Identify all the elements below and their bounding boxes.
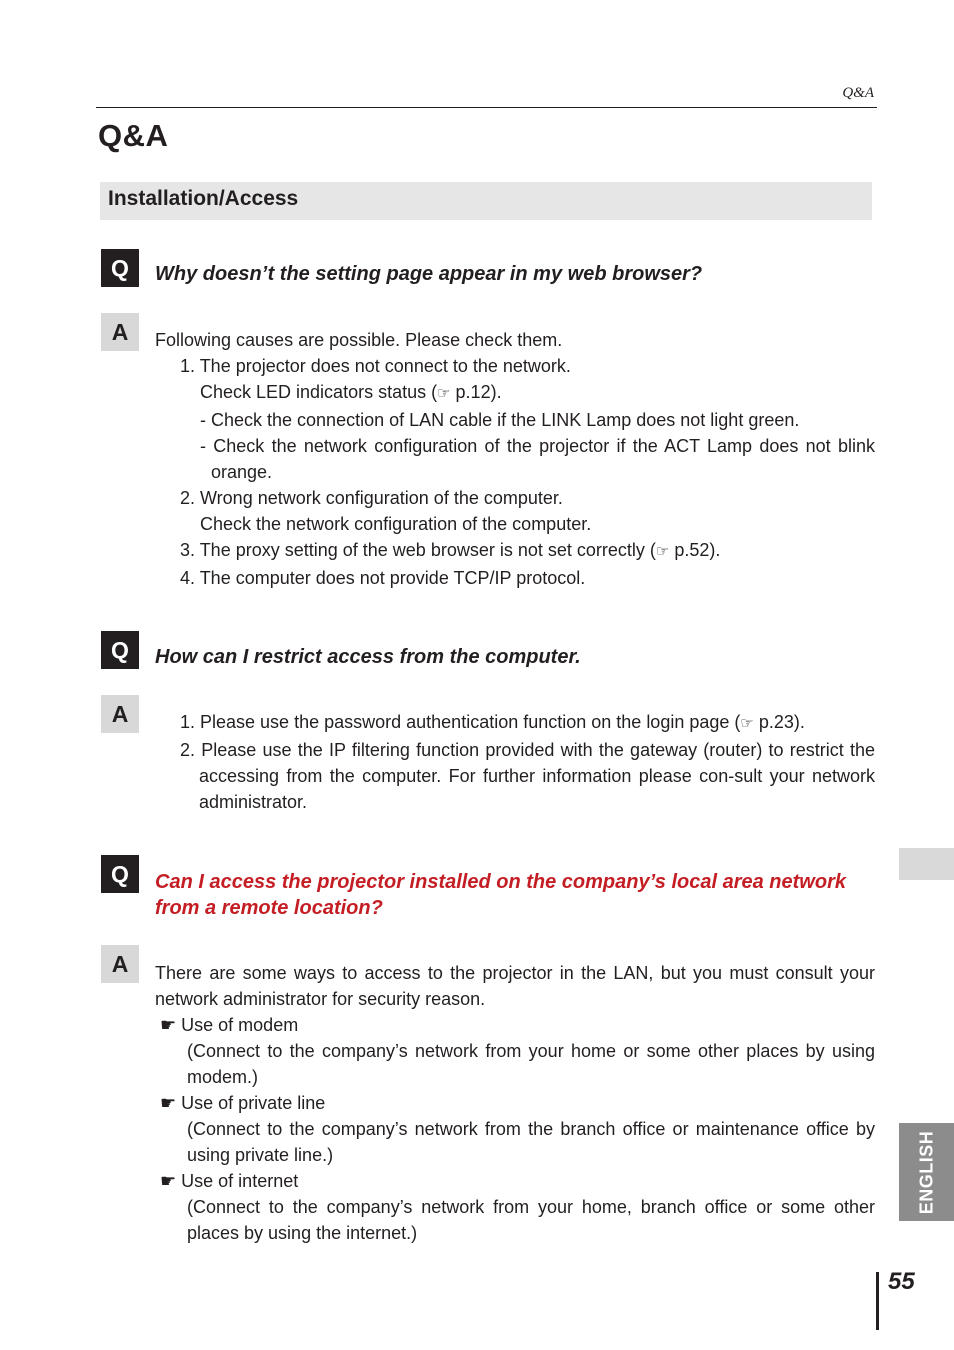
answer-item: 2. Wrong network configuration of the computer. (180, 488, 563, 508)
reference-icon: ☞ (655, 543, 670, 560)
question-1: Why doesn’t the setting page appear in my web browser? (155, 263, 703, 285)
pointing-hand-icon: ☛ (160, 1015, 177, 1035)
answer-item: 1. Please use the password authentication function on the login page (☞ p.23). (180, 712, 805, 732)
answer-intro: There are some ways to access to the projector in the LAN, but you must consult your network administrator for security reason. (155, 963, 875, 1009)
question-badge: Q (101, 631, 139, 669)
list-item-detail: (Connect to the company’s network from your home, branch office or some other places by using the internet.) (187, 1197, 875, 1243)
answer-intro: Following causes are possible. Please check them. (155, 330, 563, 350)
answer-item: 3. The proxy setting of the web browser is not set correctly (☞ p.52). (180, 540, 721, 560)
list-item-detail: (Connect to the company’s network from your home or some other places by using modem.) (187, 1041, 875, 1087)
question-badge: Q (101, 249, 139, 287)
pointing-hand-icon: ☛ (160, 1093, 177, 1113)
answer-item: Check LED indicators status (☞ p.12). (200, 382, 502, 402)
answer-badge: A (101, 313, 139, 351)
answer-item: 2. Please use the IP filtering function provided with the gateway (router) to restrict the accessing from the computer. For further information please con-sult your network administrator. (180, 740, 875, 812)
answer-item: 4. The computer does not provide TCP/IP protocol. (180, 568, 586, 588)
header-rule (96, 107, 877, 108)
answer-2 (155, 709, 875, 815)
list-item: ☛ Use of modem (160, 1015, 299, 1035)
answer-item: Check the network configuration of the computer. (200, 514, 592, 534)
question-badge: Q (101, 855, 139, 893)
list-item: ☛ Use of internet (160, 1171, 299, 1191)
answer-item: - Check the connection of LAN cable if the LINK Lamp does not light green. (200, 410, 800, 430)
section-heading: Installation/Access (100, 182, 872, 220)
page-number: 55 (888, 1268, 915, 1295)
answer-1 (155, 327, 875, 591)
language-tab: ENGLISH (899, 1123, 954, 1221)
answer-badge: A (101, 695, 139, 733)
question-3: Can I access the projector installed on the company’s local area network from a remote location? (155, 871, 846, 919)
side-tab-blank (899, 848, 954, 880)
pointing-hand-icon: ☛ (160, 1171, 177, 1191)
answer-item: - Check the network configuration of the projector if the ACT Lamp does not blink orange. (200, 436, 875, 482)
page-title: Q&A (98, 118, 169, 153)
page-number-rule (876, 1272, 879, 1330)
question-2: How can I restrict access from the computer. (155, 646, 581, 668)
reference-icon: ☞ (740, 715, 754, 732)
list-item-detail: (Connect to the company’s network from the branch office or maintenance office by using private line.) (187, 1119, 875, 1165)
running-head: Q&A (842, 85, 874, 101)
reference-icon: ☞ (437, 385, 451, 402)
answer-item: 1. The projector does not connect to the network. (180, 356, 571, 376)
list-item: ☛ Use of private line (160, 1093, 326, 1113)
answer-3 (155, 960, 875, 1246)
answer-badge: A (101, 945, 139, 983)
